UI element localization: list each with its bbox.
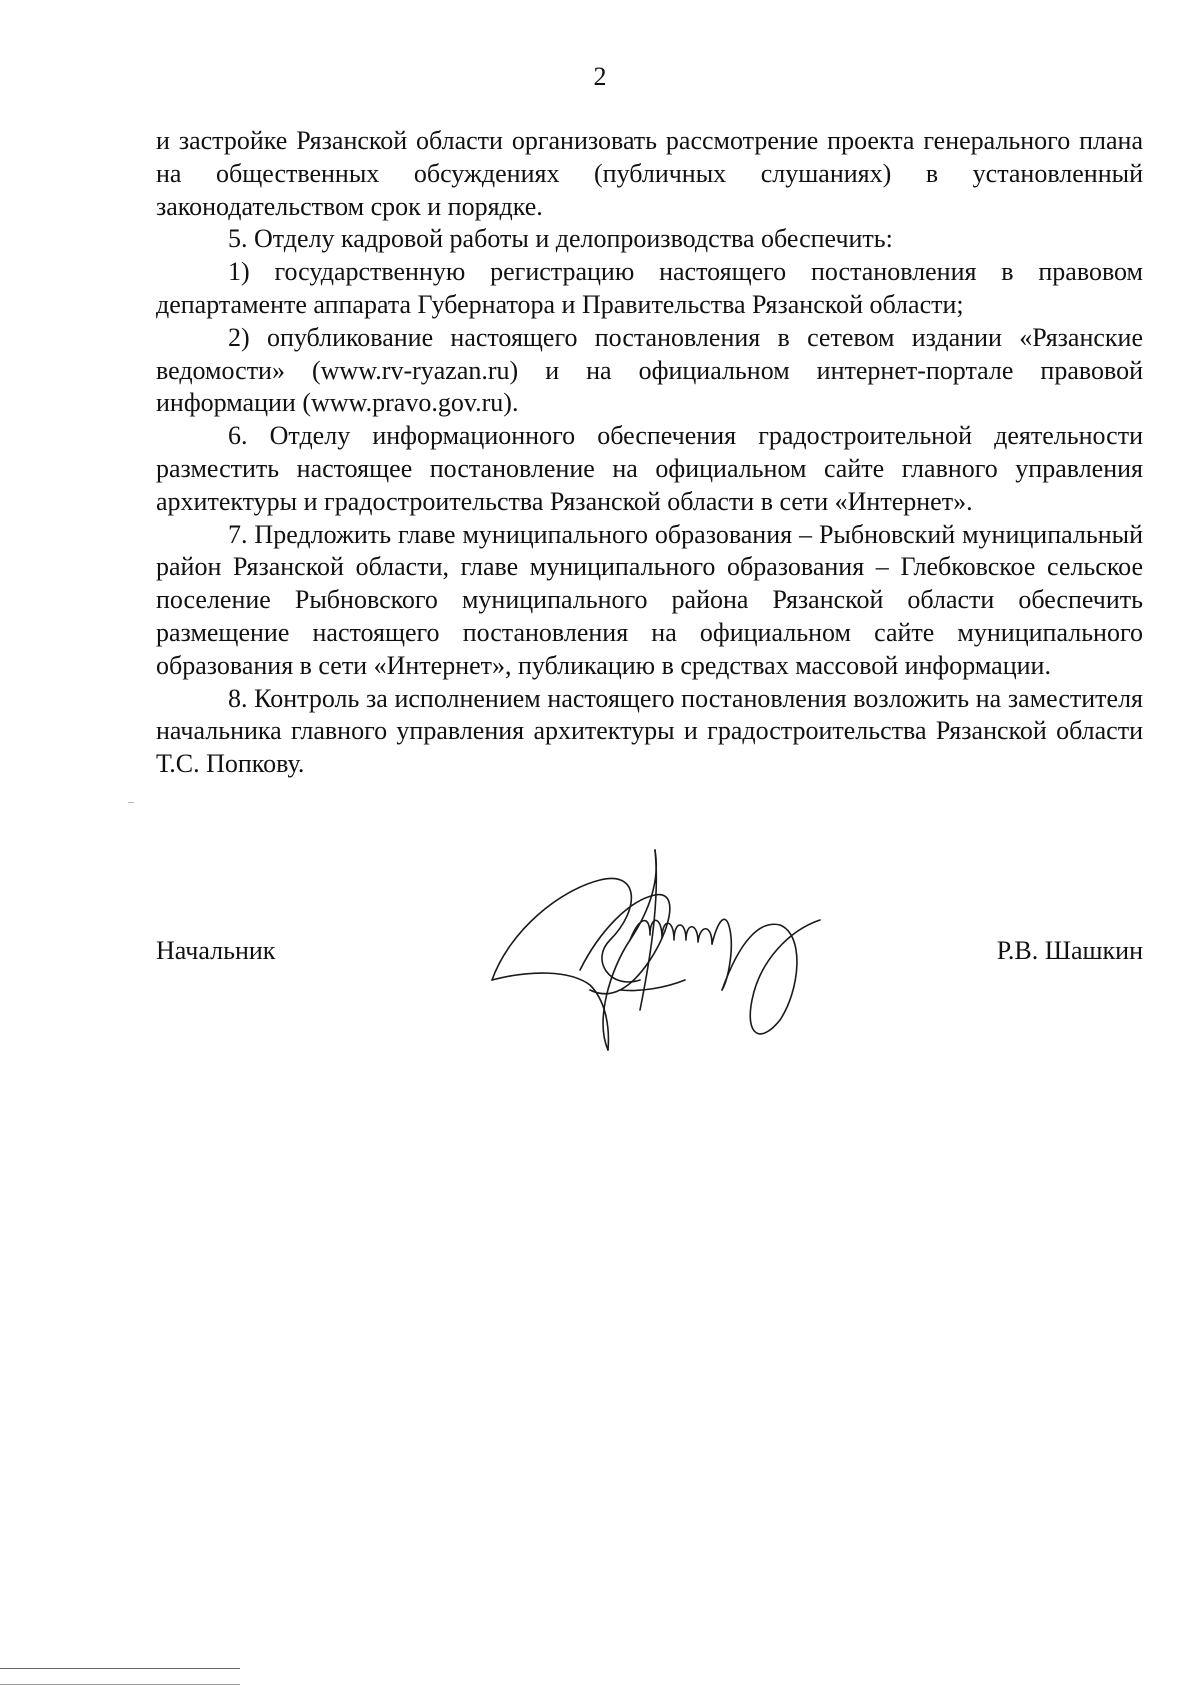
paragraph-item-7: 7. Предложить главе муниципального образования – Рыбновский муниципальный район Рязанской области, главе муниципального образования – Глебковское сельское поселение Рыбновского муниципального района Рязанской области обеспечить размещение настоящего постановления на официальном сайте муниципального образования в сети «Интернет», публикацию в средствах массовой информации. — [156, 519, 1143, 680]
scan-artifact — [128, 802, 134, 803]
signatory-name: Р.В. Шашкин — [996, 936, 1143, 965]
paragraph-item-5: 5. Отделу кадровой работы и делопроизводства обеспечить: — [228, 224, 893, 254]
paragraph-item-6: 6. Отделу информационного обеспечения градостроительной деятельности разместить настоящее постановление на официальном сайте главного управления архитектуры и градостроительства Рязанской области в сети «Интернет». — [156, 421, 1143, 516]
document-body — [156, 125, 1143, 781]
signatory-title: Начальник — [156, 936, 276, 965]
paragraph-continuation: и застройке Рязанской области организовать рассмотрение проекта генерального плана на общественных обсуждениях (публичных слушаниях) в установленный законодательством срок и порядке. — [156, 126, 1143, 221]
scan-edge-line — [0, 1684, 240, 1685]
page-number: 2 — [593, 62, 607, 91]
paragraph-subitem-1: 1) государственную регистрацию настоящего постановления в правовом департаменте аппарата Губернатора и Правительства Рязанской области; — [156, 257, 1143, 319]
paragraph-subitem-2: 2) опубликование настоящего постановления в сетевом издании «Рязанские ведомости» (www.rv-ryazan.ru) и на официальном интернет-портале правовой информации (www.pravo.gov.ru). — [156, 322, 1143, 418]
footnote-rule — [0, 1668, 240, 1669]
signature-block — [156, 935, 1143, 975]
paragraph-item-8: 8. Контроль за исполнением настоящего постановления возложить на заместителя начальника главного управления архитектуры и градостроительства Рязанской области Т.С. Попкову. — [156, 683, 1143, 779]
